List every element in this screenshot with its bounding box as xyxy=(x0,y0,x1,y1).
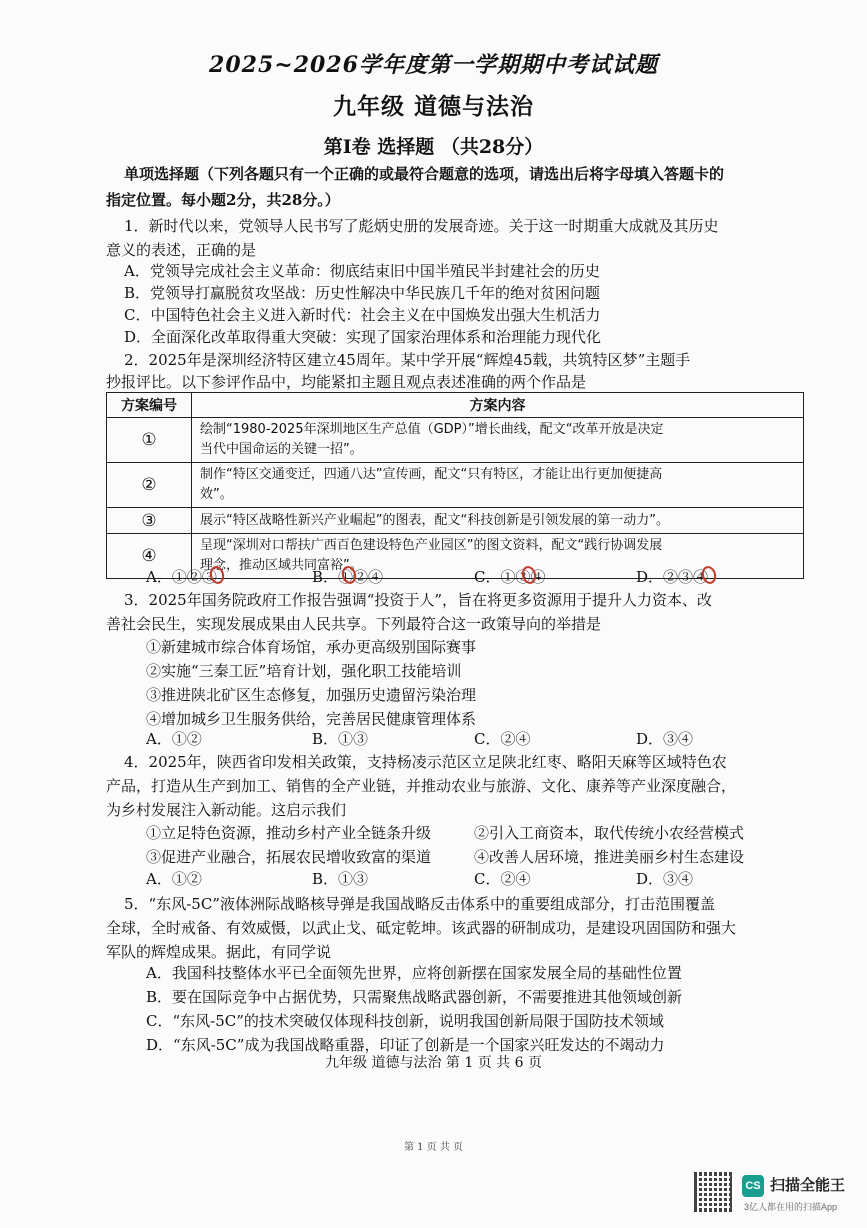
q2-stem-line2: 抄报评比。以下参评作品中，均能紧扣主题且观点表述准确的两个作品是 xyxy=(106,373,587,391)
plan-number: ④ xyxy=(107,534,192,579)
plan-number: ③ xyxy=(107,508,192,534)
scanner-brand: 扫描全能王 xyxy=(770,1177,846,1194)
plan-content-line: 理念，推动区域共同富裕”。 xyxy=(200,558,363,573)
q5-option-d: D．“东风-5C”成为我国战略重器，印证了创新是一个国家兴旺发达的不竭动力 xyxy=(146,1036,665,1054)
q5-stem-line3: 军队的辉煌成果。据此，有同学说 xyxy=(106,943,332,961)
plan-content-line: 当代中国命运的关键一招”。 xyxy=(200,442,363,457)
header-plan-number: 方案编号 xyxy=(107,393,192,418)
q3-statement-2: ②实施“三秦工匠”培育计划，强化职工技能培训 xyxy=(146,662,462,680)
q4-statement-2: ②引入工商资本，取代传统小农经营模式 xyxy=(474,824,745,842)
q1-stem-line2: 意义的表述，正确的是 xyxy=(106,241,257,259)
plan-table-header xyxy=(107,393,804,418)
q4-option-c: C．②④ xyxy=(474,870,531,888)
qr-code-icon xyxy=(694,1172,734,1212)
q5-option-b: B．要在国际竞争中占据优势，只需聚焦战略武器创新，不需要推进其他领域创新 xyxy=(146,988,683,1006)
q3-option-a: A．①② xyxy=(146,730,202,748)
instructions-line1: 单项选择题（下列各题只有一个正确的或最符合题意的选项，请选出后将字母填入答题卡的 xyxy=(124,165,725,183)
q3-statement-1: ①新建城市综合体育场馆，承办更高级别国际赛事 xyxy=(146,638,477,656)
q3-statement-3: ③推进陕北矿区生态修复，加强历史遗留污染治理 xyxy=(146,686,477,704)
exam-title: 2025~2026学年度第一学期期中考试试题 xyxy=(209,52,658,78)
plan-content-line: 效”。 xyxy=(200,487,233,502)
q4-statement-1: ①立足特色资源，推动乡村产业全链条升级 xyxy=(146,824,432,842)
q5-stem-line1: 5．“东风-5C”液体洲际战略核导弹是我国战略反击体系中的重要组成部分，打击范围覆盖 xyxy=(124,895,715,913)
page-footer: 九年级 道德与法治 第 1 页 共 6 页 xyxy=(325,1055,542,1071)
q4-stem-line1: 4．2025年，陕西省印发相关政策，支持杨凌示范区立足陕北红枣、略阳天麻等区域特色农 xyxy=(124,753,727,771)
q4-statement-4: ④改善人居环境，推进美丽乡村生态建设 xyxy=(474,848,745,866)
q4-option-d: D．③④ xyxy=(636,870,694,888)
q4-option-b: B．①③ xyxy=(312,870,369,888)
q4-stem-line3: 为乡村发展注入新动能。这启示我们 xyxy=(106,801,347,819)
q4-statement-3: ③促进产业融合，拓展农民增收致富的渠道 xyxy=(146,848,432,866)
q1-stem-line1: 1．新时代以来，党领导人民书写了彪炳史册的发展奇迹。关于这一时期重大成就及其历史 xyxy=(124,217,719,235)
scanner-tagline: 3亿人都在用的扫描App xyxy=(744,1202,838,1212)
q3-stem-line2: 善社会民生，实现发展成果由人民共享。下列最符合这一政策导向的举措是 xyxy=(106,615,602,633)
plan-content-line: 展示“特区战略性新兴产业崛起”的图表，配文“科技创新是引领发展的第一动力”。 xyxy=(200,512,669,528)
instructions-line2: 指定位置。每小题2分，共28分。） xyxy=(106,191,340,209)
table-row xyxy=(107,418,804,463)
table-row xyxy=(107,508,804,534)
plan-table xyxy=(106,392,804,579)
exam-subtitle: 九年级 道德与法治 xyxy=(332,93,534,120)
q5-option-a: A．我国科技整体水平已全面领先世界，应将创新摆在国家发展全局的基础性位置 xyxy=(146,964,682,982)
plan-content-line: 绘制“1980-2025年深圳地区生产总值（GDP）”增长曲线，配文“改革开放是决定 xyxy=(200,422,664,437)
table-row xyxy=(107,463,804,508)
plan-content-line: 呈现“深圳对口帮扶广西百色建设特色产业园区”的图文资料，配文“践行协调发展 xyxy=(200,538,663,553)
q4-option-a: A．①② xyxy=(146,870,202,888)
faint-footer: 第 1 页 共 页 xyxy=(403,1142,464,1153)
plan-number: ② xyxy=(107,463,192,508)
q5-option-c: C．“东风-5C”的技术突破仅体现科技创新，说明我国创新局限于国防技术领域 xyxy=(146,1012,664,1030)
q2-option-b: B．①②④ xyxy=(312,568,384,586)
q1-option-c: C．中国特色社会主义进入新时代：社会主义在中国焕发出强大生机活力 xyxy=(124,306,601,324)
plan-content xyxy=(192,508,804,534)
q2-option-c: C．①③④ xyxy=(474,568,546,586)
plan-content xyxy=(192,463,804,508)
q3-option-b: B．①③ xyxy=(312,730,369,748)
q1-option-b: B．党领导打赢脱贫攻坚战：历史性解决中华民族几千年的绝对贫困问题 xyxy=(124,284,601,302)
q3-option-d: D．③④ xyxy=(636,730,694,748)
plan-content-line: 制作“特区交通变迁，四通八达”宣传画，配文“只有特区，才能让出行更加便捷高 xyxy=(200,467,663,482)
q2-option-a: A．①②③ xyxy=(146,568,217,586)
header-plan-content: 方案内容 xyxy=(192,393,804,418)
q4-stem-line2: 产品，打造从生产到加工、销售的全产业链，并推动农业与旅游、文化、康养等产业深度融合， xyxy=(106,777,737,795)
q2-option-d: D．②③④ xyxy=(636,568,709,586)
camscanner-logo-icon: CS xyxy=(742,1175,764,1197)
plan-content xyxy=(192,418,804,463)
plan-number: ① xyxy=(107,418,192,463)
q1-option-d: D．全面深化改革取得重大突破：实现了国家治理体系和治理能力现代化 xyxy=(124,328,602,346)
q3-option-c: C．②④ xyxy=(474,730,531,748)
q1-option-a: A．党领导完成社会主义革命：彻底结束旧中国半殖民半封建社会的历史 xyxy=(124,262,600,280)
q3-statement-4: ④增加城乡卫生服务供给，完善居民健康管理体系 xyxy=(146,710,477,728)
section-heading: 第Ⅰ卷 选择题 （共28分） xyxy=(323,136,544,158)
q3-stem-line1: 3．2025年国务院政府工作报告强调“投资于人”，旨在将更多资源用于提升人力资本、改 xyxy=(124,591,713,609)
q5-stem-line2: 全球，全时戒备、有效威慑，以武止戈、砥定乾坤。该武器的研制成功，是建设巩固国防和强大 xyxy=(106,919,737,937)
q2-stem-line1: 2．2025年是深圳经济特区建立45周年。某中学开展“辉煌45载，共筑特区梦”主题手 xyxy=(124,351,691,369)
